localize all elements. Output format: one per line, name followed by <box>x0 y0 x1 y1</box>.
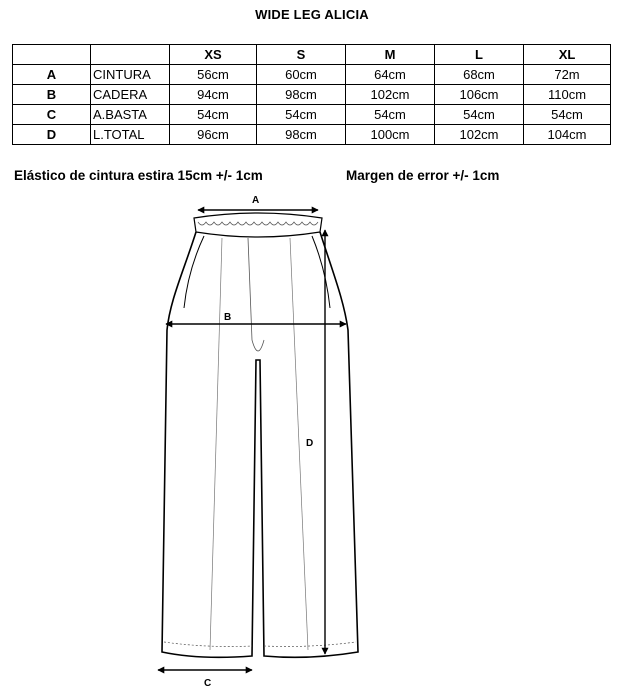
table-row <box>13 85 611 105</box>
header-cell-xs: XS <box>170 45 257 65</box>
crotch-seam <box>248 238 264 351</box>
cell-value: 72m <box>524 65 611 85</box>
cell-value: 102cm <box>346 85 435 105</box>
row-key: C <box>13 105 91 125</box>
cell-value: 54cm <box>435 105 524 125</box>
hem-left <box>164 642 252 647</box>
cell-value: 102cm <box>435 125 524 145</box>
page-title: WIDE LEG ALICIA <box>255 7 369 22</box>
cell-value: 68cm <box>435 65 524 85</box>
cell-value: 64cm <box>346 65 435 85</box>
header-cell-xl: XL <box>524 45 611 65</box>
cell-value: 98cm <box>257 125 346 145</box>
row-key: A <box>13 65 91 85</box>
crease-left <box>210 238 222 650</box>
table-header-row <box>13 45 611 65</box>
cell-value: 104cm <box>524 125 611 145</box>
pocket-left <box>184 236 204 308</box>
cell-value: 60cm <box>257 65 346 85</box>
cell-value: 54cm <box>257 105 346 125</box>
row-name: A.BASTA <box>91 105 170 125</box>
row-name: CADERA <box>91 85 170 105</box>
cell-value: 106cm <box>435 85 524 105</box>
margin-note: Margen de error +/- 1cm <box>346 168 500 183</box>
row-key: B <box>13 85 91 105</box>
table-row <box>13 65 611 85</box>
header-cell-s: S <box>257 45 346 65</box>
elastic-note: Elástico de cintura estira 15cm +/- 1cm <box>14 168 263 183</box>
cell-value: 98cm <box>257 85 346 105</box>
row-key: D <box>13 125 91 145</box>
table-row <box>13 125 611 145</box>
pocket-right <box>312 236 330 308</box>
table-row <box>13 105 611 125</box>
row-name: L.TOTAL <box>91 125 170 145</box>
cell-value: 54cm <box>170 105 257 125</box>
label-a: A <box>252 195 260 206</box>
pants-diagram <box>140 190 370 686</box>
cell-value: 94cm <box>170 85 257 105</box>
cell-value: 100cm <box>346 125 435 145</box>
waistband-gathers <box>198 222 318 225</box>
header-cell-l: L <box>435 45 524 65</box>
size-table <box>12 44 611 145</box>
cell-value: 54cm <box>346 105 435 125</box>
label-b: B <box>224 312 232 323</box>
hem-right <box>264 642 356 647</box>
header-cell <box>91 45 170 65</box>
cell-value: 96cm <box>170 125 257 145</box>
row-name: CINTURA <box>91 65 170 85</box>
cell-value: 54cm <box>524 105 611 125</box>
cell-value: 56cm <box>170 65 257 85</box>
label-d: D <box>306 438 314 449</box>
header-cell <box>13 45 91 65</box>
cell-value: 110cm <box>524 85 611 105</box>
header-cell-m: M <box>346 45 435 65</box>
label-c: C <box>204 678 212 686</box>
